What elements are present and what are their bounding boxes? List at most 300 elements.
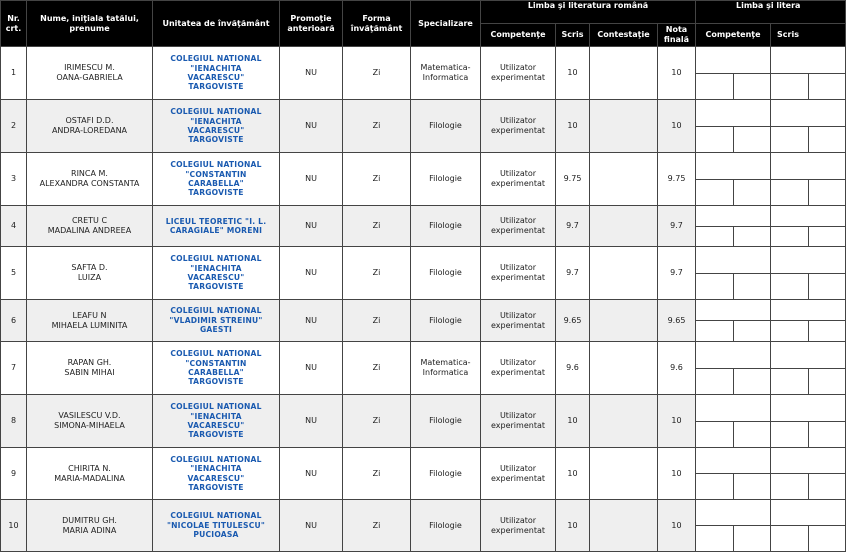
scris-2-top bbox=[771, 100, 845, 126]
scris-2-right bbox=[809, 526, 846, 551]
row-number: 10 bbox=[1, 500, 27, 552]
scris-value: 10 bbox=[556, 500, 590, 552]
scris-2-bottom bbox=[771, 273, 845, 300]
specialization-line: Filologie bbox=[429, 416, 462, 425]
specialization-line: Filologie bbox=[429, 121, 462, 130]
school-line: COLEGIUL NATIONAL bbox=[170, 402, 262, 412]
col-spec: Specializare bbox=[411, 1, 481, 47]
promo-value: NU bbox=[280, 448, 343, 500]
competente-2-bottom bbox=[696, 73, 770, 100]
scris-2-left bbox=[771, 526, 809, 551]
student-name bbox=[27, 395, 153, 448]
table-row bbox=[1, 100, 846, 153]
competente-value bbox=[481, 153, 556, 206]
scris-2-cell bbox=[771, 47, 846, 100]
student-name-line: MADALINA ANDREEA bbox=[47, 226, 132, 235]
scris-2-top bbox=[771, 206, 845, 226]
form-value: Zi bbox=[343, 47, 411, 100]
competente-line: Utilizator bbox=[499, 411, 537, 420]
competente-2-cell bbox=[696, 448, 771, 500]
school-line: VACARESCU" bbox=[187, 273, 245, 282]
scris-2-right bbox=[809, 274, 846, 300]
scris-2-right bbox=[809, 127, 846, 153]
specialization-line: Matematica- bbox=[420, 63, 471, 72]
col-scris-2: Scris bbox=[771, 24, 846, 47]
nota-finala-value: 9.65 bbox=[658, 300, 696, 342]
form-value: Zi bbox=[343, 247, 411, 300]
competente-line: Utilizator bbox=[499, 515, 537, 525]
form-value: Zi bbox=[343, 395, 411, 448]
table-row bbox=[1, 448, 846, 500]
competente-2-right bbox=[734, 180, 771, 206]
school-line: CARABELLA" bbox=[188, 368, 244, 377]
competente-2-left bbox=[696, 227, 734, 247]
competente-2-left bbox=[696, 474, 734, 499]
scris-value: 10 bbox=[556, 100, 590, 153]
contestatie-value bbox=[590, 448, 658, 500]
nota-finala-value: 9.6 bbox=[658, 342, 696, 395]
competente-2-cell bbox=[696, 300, 771, 342]
school-line: VACARESCU" bbox=[187, 73, 245, 82]
competente-2-top bbox=[696, 153, 770, 179]
form-value: Zi bbox=[343, 206, 411, 247]
competente-line: Utilizator bbox=[499, 263, 537, 272]
specialization-line: Filologie bbox=[429, 468, 462, 478]
specialization bbox=[411, 395, 481, 448]
competente-2-right bbox=[734, 321, 771, 341]
specialization bbox=[411, 47, 481, 100]
competente-2-bottom bbox=[696, 226, 770, 247]
scris-2-cell bbox=[771, 247, 846, 300]
scris-2-top bbox=[771, 500, 845, 525]
col-nota: Nota finală bbox=[658, 24, 696, 47]
scris-2-left bbox=[771, 369, 809, 395]
competente-line: Utilizator bbox=[499, 463, 537, 473]
specialization-line: Filologie bbox=[429, 221, 462, 230]
specialization-line: Informatica bbox=[422, 368, 469, 377]
promo-value: NU bbox=[280, 47, 343, 100]
scris-2-bottom bbox=[771, 126, 845, 153]
competente-2-right bbox=[734, 422, 771, 448]
school-link[interactable] bbox=[153, 342, 280, 395]
school-line: TARGOVISTE bbox=[188, 82, 244, 92]
specialization-line: Filologie bbox=[429, 268, 462, 277]
competente-2-top bbox=[696, 395, 770, 421]
student-name-line: OANA-GABRIELA bbox=[56, 73, 123, 82]
competente-2-left bbox=[696, 321, 734, 341]
scris-2-cell bbox=[771, 448, 846, 500]
promo-value: NU bbox=[280, 206, 343, 247]
col-competente-2: Competenţe bbox=[696, 24, 771, 47]
student-name bbox=[27, 206, 153, 247]
student-name-line: CRETU C bbox=[71, 216, 108, 225]
competente-2-cell bbox=[696, 153, 771, 206]
competente-2-bottom bbox=[696, 273, 770, 300]
competente-line: Utilizator bbox=[499, 116, 537, 125]
promo-value: NU bbox=[280, 100, 343, 153]
student-name-line: OSTAFI D.D. bbox=[65, 116, 114, 125]
contestatie-value bbox=[590, 47, 658, 100]
contestatie-value bbox=[590, 300, 658, 342]
school-line: TARGOVISTE bbox=[188, 188, 244, 198]
school-line: VACARESCU" bbox=[187, 126, 245, 135]
specialization-line: Matematica- bbox=[420, 358, 471, 367]
contestatie-value bbox=[590, 500, 658, 552]
specialization bbox=[411, 206, 481, 247]
competente-line: experimentat bbox=[491, 73, 545, 82]
scris-2-bottom bbox=[771, 368, 845, 395]
school-line: COLEGIUL NATIONAL bbox=[170, 254, 262, 264]
competente-2-left bbox=[696, 180, 734, 206]
competente-value bbox=[481, 300, 556, 342]
row-number: 3 bbox=[1, 153, 27, 206]
student-name-line: RAPAN GH. bbox=[67, 358, 112, 367]
school-link[interactable] bbox=[153, 300, 280, 342]
school-line: CARABELLA" bbox=[188, 179, 244, 188]
scris-2-bottom bbox=[771, 226, 845, 247]
school-link[interactable] bbox=[153, 153, 280, 206]
form-value: Zi bbox=[343, 100, 411, 153]
school-line: TARGOVISTE bbox=[188, 135, 244, 145]
school-link[interactable] bbox=[153, 395, 280, 448]
student-name bbox=[27, 448, 153, 500]
specialization bbox=[411, 342, 481, 395]
scris-2-left bbox=[771, 180, 809, 206]
competente-value bbox=[481, 448, 556, 500]
student-name-line: CHIRITA N. bbox=[68, 463, 111, 473]
student-name bbox=[27, 47, 153, 100]
table-row bbox=[1, 153, 846, 206]
form-value: Zi bbox=[343, 342, 411, 395]
competente-2-cell bbox=[696, 47, 771, 100]
row-number: 4 bbox=[1, 206, 27, 247]
student-name-line: IRIMESCU M. bbox=[64, 63, 115, 72]
scris-2-cell bbox=[771, 153, 846, 206]
student-name bbox=[27, 342, 153, 395]
competente-value bbox=[481, 247, 556, 300]
scris-2-cell bbox=[771, 342, 846, 395]
competente-line: experimentat bbox=[491, 525, 545, 535]
competente-line: experimentat bbox=[491, 421, 545, 430]
promo-value: NU bbox=[280, 153, 343, 206]
competente-line: experimentat bbox=[491, 226, 545, 235]
student-name bbox=[27, 300, 153, 342]
competente-line: experimentat bbox=[491, 273, 545, 282]
competente-value bbox=[481, 342, 556, 395]
specialization-line: Filologie bbox=[429, 315, 462, 325]
competente-2-left bbox=[696, 127, 734, 153]
school-line: "VLADIMIR STREINU" bbox=[169, 315, 263, 325]
scris-2-cell bbox=[771, 395, 846, 448]
competente-2-cell bbox=[696, 247, 771, 300]
scris-2-top bbox=[771, 47, 845, 73]
school-line: "NICOLAE TITULESCU" bbox=[166, 520, 266, 530]
scris-2-left bbox=[771, 474, 809, 499]
school-link[interactable] bbox=[153, 500, 280, 552]
scris-2-right bbox=[809, 321, 846, 341]
competente-2-bottom bbox=[696, 320, 770, 341]
form-value: Zi bbox=[343, 448, 411, 500]
school-line: COLEGIUL NATIONAL bbox=[170, 511, 262, 521]
school-line: VACARESCU" bbox=[187, 421, 245, 430]
school-line: "CONSTANTIN bbox=[185, 358, 247, 368]
specialization-line: Filologie bbox=[429, 174, 462, 183]
competente-value bbox=[481, 395, 556, 448]
scris-2-cell bbox=[771, 300, 846, 342]
school-line: "IENACHITA bbox=[190, 263, 242, 273]
scris-2-left bbox=[771, 422, 809, 448]
specialization bbox=[411, 247, 481, 300]
competente-2-bottom bbox=[696, 525, 770, 551]
scris-value: 10 bbox=[556, 448, 590, 500]
school-line: COLEGIUL NATIONAL bbox=[170, 306, 262, 316]
competente-2-cell bbox=[696, 100, 771, 153]
student-name-line: MIHAELA LUMINITA bbox=[51, 320, 128, 330]
school-line: LICEUL TEORETIC "I. L. bbox=[165, 216, 267, 226]
form-value: Zi bbox=[343, 153, 411, 206]
student-name-line: SIMONA-MIHAELA bbox=[54, 421, 125, 430]
scris-2-right bbox=[809, 74, 846, 100]
competente-2-top bbox=[696, 342, 770, 368]
scris-2-left bbox=[771, 274, 809, 300]
student-name-line: ALEXANDRA CONSTANTA bbox=[39, 179, 140, 188]
competente-2-cell bbox=[696, 206, 771, 247]
school-link[interactable] bbox=[153, 247, 280, 300]
competente-2-top bbox=[696, 47, 770, 73]
student-name bbox=[27, 153, 153, 206]
competente-value bbox=[481, 206, 556, 247]
contestatie-value bbox=[590, 153, 658, 206]
scris-value: 10 bbox=[556, 395, 590, 448]
scris-2-right bbox=[809, 422, 846, 448]
scris-value: 9.6 bbox=[556, 342, 590, 395]
school-line: COLEGIUL NATIONAL bbox=[170, 160, 262, 170]
school-line: "IENACHITA bbox=[190, 464, 242, 474]
scris-2-bottom bbox=[771, 525, 845, 551]
col-name: Nume, iniţiala tatălui, prenume bbox=[27, 1, 153, 47]
table-row bbox=[1, 395, 846, 448]
competente-2-right bbox=[734, 526, 771, 551]
nota-finala-value: 10 bbox=[658, 100, 696, 153]
nota-finala-value: 10 bbox=[658, 448, 696, 500]
competente-2-top bbox=[696, 206, 770, 226]
school-link[interactable] bbox=[153, 206, 280, 247]
specialization bbox=[411, 300, 481, 342]
student-name-line: LUIZA bbox=[77, 273, 102, 282]
table-row bbox=[1, 47, 846, 100]
school-line: TARGOVISTE bbox=[188, 482, 244, 492]
competente-2-right bbox=[734, 274, 771, 300]
specialization bbox=[411, 100, 481, 153]
competente-2-cell bbox=[696, 500, 771, 552]
competente-line: experimentat bbox=[491, 473, 545, 483]
nota-finala-value: 10 bbox=[658, 395, 696, 448]
row-number: 9 bbox=[1, 448, 27, 500]
scris-2-right bbox=[809, 369, 846, 395]
scris-value: 9.7 bbox=[556, 247, 590, 300]
specialization bbox=[411, 448, 481, 500]
scris-2-left bbox=[771, 321, 809, 341]
student-name-line: VASILESCU V.D. bbox=[58, 411, 121, 420]
school-line: COLEGIUL NATIONAL bbox=[170, 107, 262, 117]
student-name-line: MARIA ADINA bbox=[62, 525, 117, 535]
row-number: 5 bbox=[1, 247, 27, 300]
form-value: Zi bbox=[343, 300, 411, 342]
competente-2-left bbox=[696, 74, 734, 100]
competente-line: Utilizator bbox=[499, 358, 537, 367]
student-name-line: SABIN MIHAI bbox=[64, 368, 115, 377]
competente-2-top bbox=[696, 300, 770, 320]
student-name-line: MARIA-MADALINA bbox=[54, 473, 125, 483]
contestatie-value bbox=[590, 395, 658, 448]
competente-2-bottom bbox=[696, 473, 770, 499]
promo-value: NU bbox=[280, 500, 343, 552]
scris-2-right bbox=[809, 474, 846, 499]
competente-2-top bbox=[696, 500, 770, 525]
school-line: "IENACHITA bbox=[190, 116, 242, 126]
scris-2-top bbox=[771, 247, 845, 273]
scris-2-top bbox=[771, 300, 845, 320]
school-line: TARGOVISTE bbox=[188, 282, 244, 292]
specialization bbox=[411, 500, 481, 552]
competente-2-left bbox=[696, 422, 734, 448]
school-line: COLEGIUL NATIONAL bbox=[170, 349, 262, 359]
promo-value: NU bbox=[280, 395, 343, 448]
competente-2-top bbox=[696, 100, 770, 126]
scris-value: 9.65 bbox=[556, 300, 590, 342]
competente-value bbox=[481, 47, 556, 100]
nota-finala-value: 9.7 bbox=[658, 206, 696, 247]
scris-value: 9.75 bbox=[556, 153, 590, 206]
contestatie-value bbox=[590, 342, 658, 395]
contestatie-value bbox=[590, 206, 658, 247]
competente-2-right bbox=[734, 127, 771, 153]
competente-line: experimentat bbox=[491, 126, 545, 135]
col-contestatie: Contestaţie bbox=[590, 24, 658, 47]
row-number: 1 bbox=[1, 47, 27, 100]
competente-2-right bbox=[734, 369, 771, 395]
col-competente: Competenţe bbox=[481, 24, 556, 47]
scris-2-left bbox=[771, 127, 809, 153]
scris-2-top bbox=[771, 395, 845, 421]
school-link[interactable] bbox=[153, 100, 280, 153]
student-name-line: RINCA M. bbox=[71, 169, 108, 178]
competente-line: Utilizator bbox=[499, 310, 537, 320]
competente-2-cell bbox=[696, 342, 771, 395]
school-line: COLEGIUL NATIONAL bbox=[170, 54, 262, 64]
promo-value: NU bbox=[280, 342, 343, 395]
col-form: Forma învăţământ bbox=[343, 1, 411, 47]
scris-2-top bbox=[771, 342, 845, 368]
scris-2-right bbox=[809, 227, 846, 247]
student-name-line: SAFTA D. bbox=[71, 263, 108, 272]
row-number: 2 bbox=[1, 100, 27, 153]
competente-line: experimentat bbox=[491, 320, 545, 330]
competente-2-right bbox=[734, 474, 771, 499]
table-row bbox=[1, 206, 846, 247]
competente-2-bottom bbox=[696, 179, 770, 206]
competente-2-right bbox=[734, 227, 771, 247]
col-nr: Nr. crt. bbox=[1, 1, 27, 47]
scris-2-cell bbox=[771, 100, 846, 153]
competente-line: experimentat bbox=[491, 368, 545, 377]
scris-2-bottom bbox=[771, 421, 845, 448]
scris-2-bottom bbox=[771, 473, 845, 499]
scris-2-top bbox=[771, 153, 845, 179]
group-romana: Limba şi literatura română bbox=[481, 1, 696, 24]
competente-2-top bbox=[696, 448, 770, 473]
specialization-line: Informatica bbox=[422, 73, 469, 82]
competente-2-top bbox=[696, 247, 770, 273]
scris-2-bottom bbox=[771, 73, 845, 100]
competente-2-bottom bbox=[696, 126, 770, 153]
school-line: CARAGIALE" MORENI bbox=[169, 226, 263, 235]
scris-2-left bbox=[771, 227, 809, 247]
scris-2-left bbox=[771, 74, 809, 100]
school-line: "IENACHITA bbox=[190, 63, 242, 73]
promo-value: NU bbox=[280, 300, 343, 342]
col-scris: Scris bbox=[556, 24, 590, 47]
nota-finala-value: 9.7 bbox=[658, 247, 696, 300]
school-line: PUCIOASA bbox=[193, 530, 239, 540]
school-link[interactable] bbox=[153, 448, 280, 500]
school-link[interactable] bbox=[153, 47, 280, 100]
scris-2-cell bbox=[771, 206, 846, 247]
competente-line: Utilizator bbox=[499, 216, 537, 225]
school-line: COLEGIUL NATIONAL bbox=[170, 454, 262, 464]
table-row bbox=[1, 247, 846, 300]
scris-2-top bbox=[771, 448, 845, 473]
school-line: VACARESCU" bbox=[187, 473, 245, 483]
scris-2-cell bbox=[771, 500, 846, 552]
school-line: TARGOVISTE bbox=[188, 377, 244, 387]
school-line: "CONSTANTIN bbox=[185, 169, 247, 179]
competente-line: experimentat bbox=[491, 179, 545, 188]
table-row bbox=[1, 500, 846, 552]
promo-value: NU bbox=[280, 247, 343, 300]
scris-value: 10 bbox=[556, 47, 590, 100]
scris-value: 9.7 bbox=[556, 206, 590, 247]
student-name bbox=[27, 247, 153, 300]
competente-line: Utilizator bbox=[499, 63, 537, 72]
scris-2-right bbox=[809, 180, 846, 206]
scris-2-bottom bbox=[771, 179, 845, 206]
row-number: 7 bbox=[1, 342, 27, 395]
row-number: 8 bbox=[1, 395, 27, 448]
specialization bbox=[411, 153, 481, 206]
competente-2-left bbox=[696, 526, 734, 551]
nota-finala-value: 10 bbox=[658, 500, 696, 552]
row-number: 6 bbox=[1, 300, 27, 342]
nota-finala-value: 9.75 bbox=[658, 153, 696, 206]
competente-2-bottom bbox=[696, 368, 770, 395]
competente-value bbox=[481, 500, 556, 552]
contestatie-value bbox=[590, 100, 658, 153]
school-line: GAESTI bbox=[200, 325, 232, 335]
contestatie-value bbox=[590, 247, 658, 300]
competente-2-left bbox=[696, 369, 734, 395]
school-line: TARGOVISTE bbox=[188, 430, 244, 440]
specialization-line: Filologie bbox=[429, 520, 462, 530]
nota-finala-value: 10 bbox=[658, 47, 696, 100]
col-promo: Promoţie anterioară bbox=[280, 1, 343, 47]
competente-line: Utilizator bbox=[499, 169, 537, 178]
col-school: Unitatea de învăţământ bbox=[153, 1, 280, 47]
student-name-line: LEAFU N bbox=[72, 310, 107, 320]
competente-2-bottom bbox=[696, 421, 770, 448]
scris-2-bottom bbox=[771, 320, 845, 341]
table-row bbox=[1, 342, 846, 395]
